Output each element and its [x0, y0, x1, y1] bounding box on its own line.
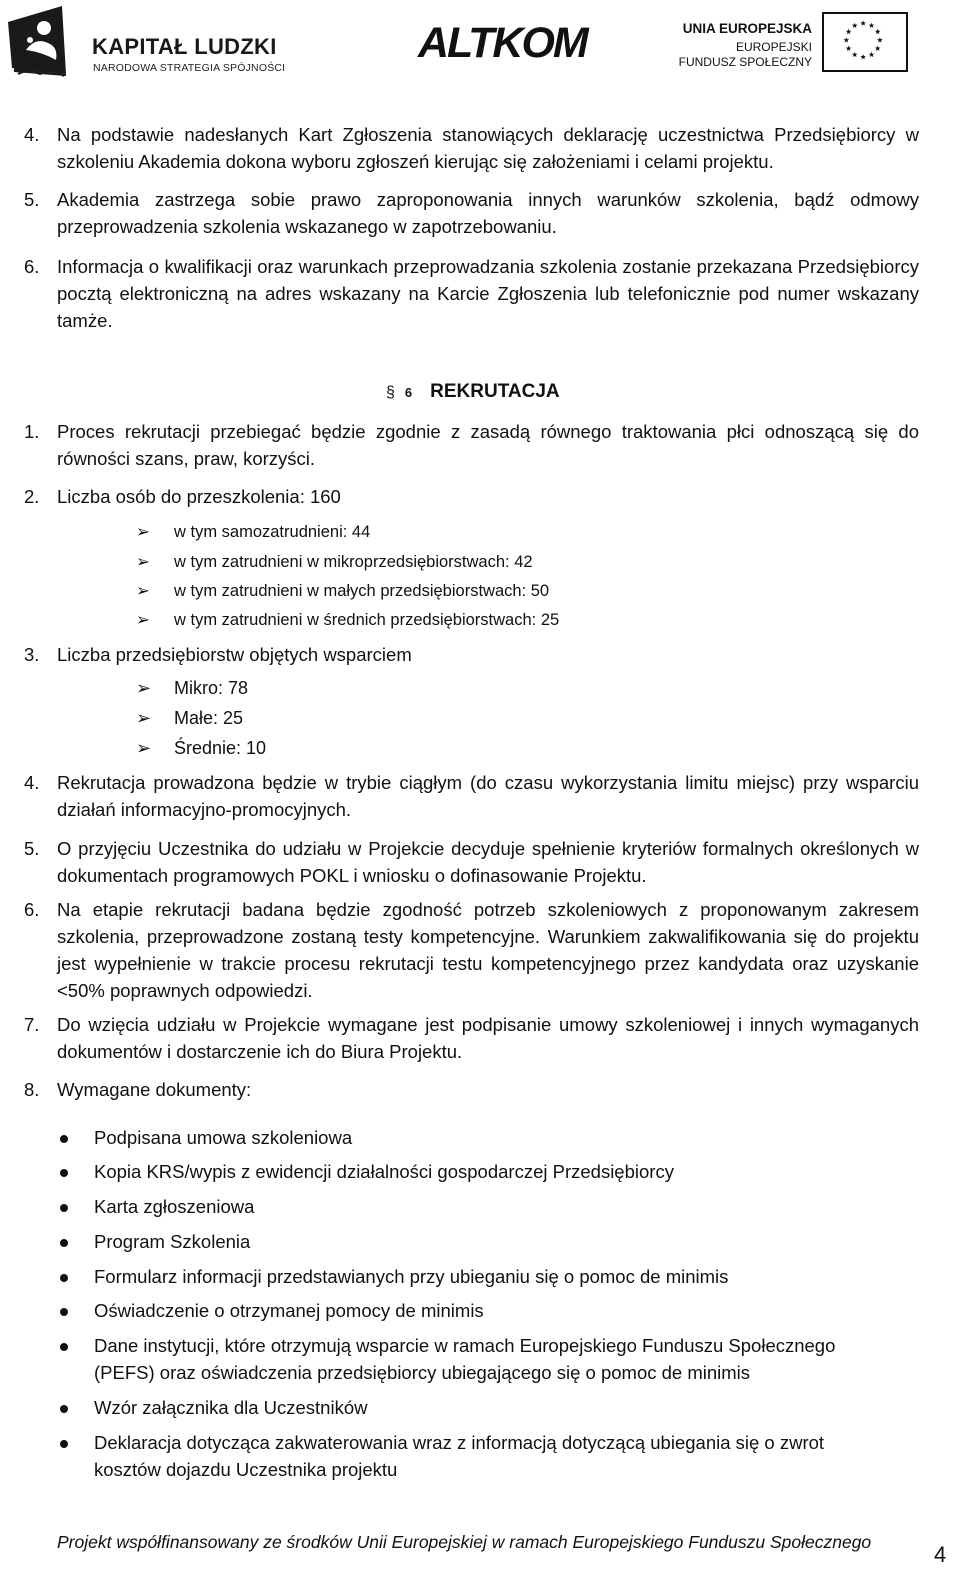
list-item-text: O przyjęciu Uczestnika do udziału w Projekcie decyduje spełnienie kryteriów formalnych określonych w dokumentach programowych POKL i wniosku o dofinasowanie Projektu.: [57, 838, 919, 886]
altkom-logo: [418, 14, 587, 72]
list-number: 6.: [24, 256, 40, 277]
list-item-text: Informacja o kwalifikacji oraz warunkach przeprowadzania szkolenia zostanie przekazana Przedsiębiorcy pocztą elektroniczną na adres wskazany na Karcie Zgłoszenia lub telefonicznie pod numer wskazany tamże.: [57, 256, 919, 331]
list-item-text: Wymagane dokumenty:: [57, 1079, 252, 1100]
eu-star-icon: [843, 37, 849, 42]
bullet-icon: [60, 1169, 68, 1177]
sub-list-item-text: w tym zatrudnieni w mikroprzedsiębiorstwach: 42: [174, 553, 533, 571]
eu-star-icon: [877, 37, 883, 42]
eu-star-icon: [869, 23, 875, 28]
eu-star-icon: [860, 54, 866, 59]
page-number: 4: [934, 1542, 947, 1567]
section-title: REKRUTACJA: [430, 381, 560, 402]
eu-star-icon: [852, 52, 858, 57]
sub-list-item: [136, 676, 248, 700]
eu-logo-line2: EUROPEJSKI: [735, 40, 812, 54]
document-name: Program Szkolenia: [94, 1231, 251, 1252]
sub-list-item-text: w tym zatrudnieni w małych przedsiębiorstwach: 50: [174, 582, 550, 600]
document-name: Deklaracja dotycząca zakwaterowania wraz z informacją dotyczącą ubiegania się o zwrot kosztów dojazdu Uczestnika projektu: [94, 1432, 825, 1480]
eu-star-icon: [875, 29, 881, 34]
list-item-text: Na podstawie nadesłanych Kart Zgłoszenia stanowiących deklarację uczestnictwa Przedsiębiorcy w szkoleniu Akademia dokona wyboru zgłoszeń kierując się założeniami i celami projektu.: [57, 124, 919, 172]
sub-list-item-text: Średnie: 10: [174, 738, 267, 758]
eu-star-icon: [846, 46, 852, 51]
bullet-icon: [60, 1204, 68, 1212]
document-name: Formularz informacji przedstawianych przy ubieganiu się o pomoc de minimis: [94, 1266, 729, 1287]
page-footer: Projekt współfinansowany ze środków Unii Europejskiej w ramach Europejskiego Funduszu Społecznego: [57, 1532, 872, 1552]
bullet-icon: [60, 1405, 68, 1413]
list-number: 3.: [24, 644, 40, 665]
document-name: Kopia KRS/wypis z ewidencji działalności gospodarczej Przedsiębiorcy: [94, 1161, 674, 1182]
list-item-text: Rekrutacja prowadzona będzie w trybie ciągłym (do czasu wykorzystania limitu miejsc) przy wsparciu działań informacyjno-promocyjnych.: [57, 772, 919, 820]
arrow-bullet-icon: ➢: [136, 611, 150, 629]
arrow-bullet-icon: ➢: [136, 738, 152, 758]
list-number: 1.: [24, 421, 40, 442]
document-name: Karta zgłoszeniowa: [94, 1196, 255, 1217]
altkom-wordmark: ALTKOM: [418, 19, 587, 67]
arrow-bullet-icon: ➢: [136, 553, 150, 571]
sub-list-item-text: w tym zatrudnieni w średnich przedsiębiorstwach: 25: [174, 611, 560, 629]
bullet-icon: [60, 1343, 68, 1351]
sub-list-item-text: Małe: 25: [174, 708, 244, 728]
arrow-bullet-icon: ➢: [136, 708, 152, 728]
list-number: 7.: [24, 1014, 40, 1035]
eu-logo-line3: FUNDUSZ SPOŁECZNY: [678, 55, 812, 69]
bullet-icon: [60, 1274, 68, 1282]
arrow-bullet-icon: ➢: [136, 523, 150, 541]
bullet-icon: [60, 1440, 68, 1448]
list-item-text: Akademia zastrzega sobie prawo zaproponowania innych warunków szkolenia, bądź odmowy przeprowadzenia szkolenia wskazanego w zapotrzebowaniu.: [57, 189, 919, 237]
eu-star-icon: [869, 52, 875, 57]
list-item-text: Liczba osób do przeszkolenia: 160: [57, 486, 341, 507]
eu-star-icon: [852, 23, 858, 28]
bullet-icon: [60, 1308, 68, 1316]
document-name: Wzór załącznika dla Uczestników: [94, 1397, 368, 1418]
eu-logo: [678, 10, 910, 76]
sub-list-item: [136, 609, 559, 631]
list-number: 6.: [24, 899, 40, 920]
arrow-bullet-icon: ➢: [136, 582, 150, 600]
sub-list-item: [136, 521, 370, 543]
kapital-ludzki-logo: [6, 4, 296, 78]
sub-list-item: [136, 736, 266, 760]
arrow-bullet-icon: ➢: [136, 678, 152, 698]
eu-flag-icon: [822, 12, 908, 72]
list-number: 4.: [24, 124, 40, 145]
sub-list-item: [136, 706, 243, 730]
page-header: [0, 0, 960, 80]
list-number: 5.: [24, 838, 40, 859]
eu-star-icon: [846, 29, 852, 34]
bullet-icon: [60, 1135, 68, 1143]
list-item-text: Proces rekrutacji przebiegać będzie zgodnie z zasadą równego traktowania płci odnoszącą się do równości szans, praw, korzyści.: [57, 421, 919, 469]
list-number: 5.: [24, 189, 40, 210]
sub-list-item-text: Mikro: 78: [174, 678, 249, 698]
list-item-text: Do wzięcia udziału w Projekcie wymagane jest podpisanie umowy szkoleniowej i innych wymaganych dokumentów i dostarczenie ich do Biura Projektu.: [57, 1014, 919, 1062]
sub-list-item-text: w tym samozatrudnieni: 44: [174, 523, 371, 541]
kapital-ludzki-title: KAPITAŁ LUDZKI: [92, 34, 277, 59]
list-number: 2.: [24, 486, 40, 507]
kapital-ludzki-subtitle: NARODOWA STRATEGIA SPÓJNOŚCI: [93, 62, 286, 74]
kapital-ludzki-emblem-icon: [6, 4, 82, 78]
bullet-icon: [60, 1239, 68, 1247]
eu-star-icon: [875, 46, 881, 51]
document-name: Dane instytucji, które otrzymują wsparcie w ramach Europejskiego Funduszu Społecznego (PEFS) oraz oświadczenia przedsiębiorcy ubiegającego się o pomoc de minimis: [94, 1335, 836, 1383]
eu-logo-line1: UNIA EUROPEJSKA: [682, 21, 812, 36]
list-item-text: Na etapie rekrutacji badana będzie zgodność potrzeb szkoleniowych z proponowanym zakresem szkolenia, przeprowadzone zostaną testy kompetencyjne. Warunkiem zakwalifikowania się do projektu jest wypełnienie w trakcie procesu rekrutacji testu kompetencyjnego przez kandydata oraz uzyskanie <50% poprawnych odpowiedzi.: [57, 899, 919, 1001]
list-number: 4.: [24, 772, 40, 793]
list-item-text: Liczba przedsiębiorstw objętych wsparciem: [57, 644, 412, 665]
list-number: 8.: [24, 1079, 40, 1100]
document-name: Oświadczenie o otrzymanej pomocy de minimis: [94, 1300, 484, 1321]
document-name: Podpisana umowa szkoleniowa: [94, 1127, 353, 1148]
sub-list-item: [136, 580, 549, 602]
section-number: 6: [404, 385, 413, 400]
sub-list-item: [136, 551, 533, 573]
eu-star-icon: [860, 20, 866, 25]
section-heading: [386, 381, 560, 403]
paragraph-sign: §: [386, 384, 395, 401]
